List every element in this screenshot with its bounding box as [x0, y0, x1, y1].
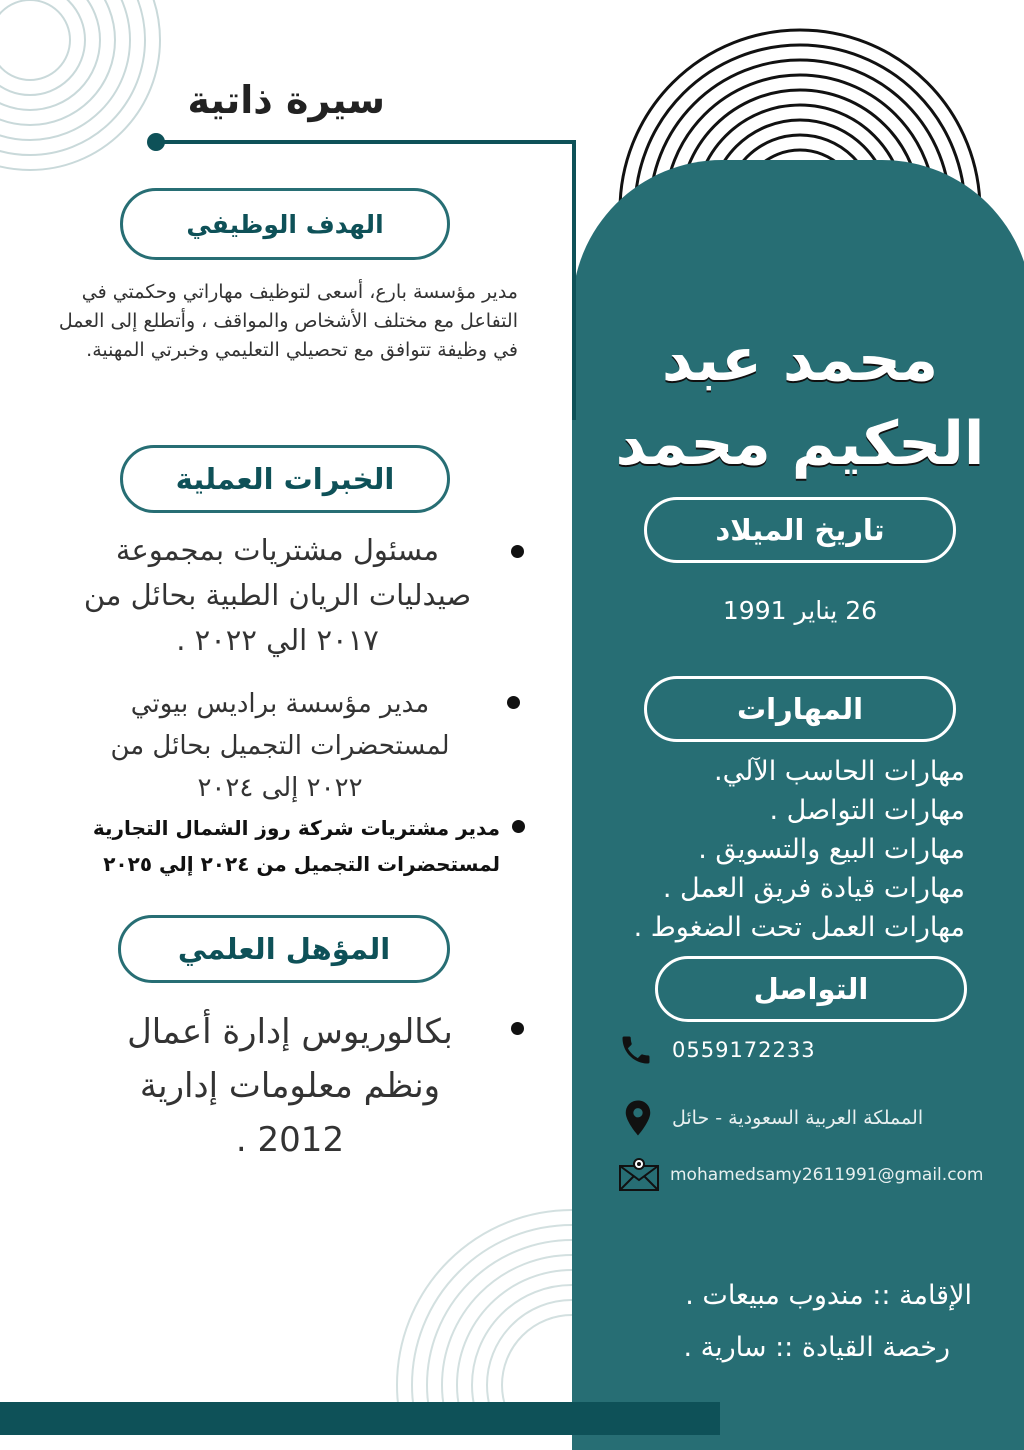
experience-item-3: مدير مشتريات شركة روز الشمال التجارية لمستحضرات التجميل من ٢٠٢٤ إلي ٢٠٢٥ — [92, 816, 500, 876]
address: المملكة العربية السعودية - حائل — [672, 1107, 924, 1129]
email-icon — [618, 1158, 660, 1192]
experience-heading-pill — [120, 445, 450, 513]
experience-item-1: مسئول مشتريات بمجموعة صيدليات الريان الطبية بحائل من ٢٠١٧ الي ٢٠٢٢ . — [83, 533, 472, 657]
skill-item: مهارات البيع والتسويق . — [698, 834, 965, 865]
person-name — [600, 318, 1000, 486]
objective-text: مدير مؤسسة بارع، أسعى لتوظيف مهاراتي وحكمتي في التفاعل مع مختلف الأشخاص والمواقف ، وأتطلع إلى العمل في وظيفة تتوافق مع تحصيلي التعليمي وخبرتي المهنية. — [58, 281, 518, 361]
location-pin-icon — [624, 1100, 652, 1136]
education-heading: المؤهل العلمي — [177, 932, 391, 966]
bullet — [511, 545, 524, 558]
contact-heading: التواصل — [753, 972, 869, 1006]
email-row — [618, 1158, 984, 1192]
objective-heading-pill — [120, 188, 450, 260]
education-heading-pill — [118, 915, 450, 983]
bullet — [512, 820, 525, 833]
bottom-bar — [0, 1402, 720, 1435]
birth-heading: تاريخ الميلاد — [715, 513, 885, 547]
address-row — [624, 1100, 923, 1136]
birth-heading-pill — [644, 497, 956, 563]
skill-item: مهارات العمل تحت الضغوط . — [633, 912, 965, 943]
experience-item-2: مدير مؤسسة براديس بيوتي لمستحضرات التجميل بحائل من ٢٠٢٢ إلى ٢٠٢٤ — [110, 689, 450, 803]
name-line-2: الحكيم محمد — [615, 409, 985, 479]
residence-info: الإقامة :: مندوب مبيعات . — [685, 1280, 972, 1311]
extra-info — [600, 1270, 972, 1374]
phone-number[interactable]: 0559172233 — [672, 1038, 816, 1062]
skills-heading: المهارات — [736, 692, 864, 726]
skill-item: مهارات التواصل . — [769, 795, 965, 826]
phone-row — [618, 1032, 816, 1068]
experience-heading: الخبرات العملية — [175, 462, 395, 496]
skills-list — [575, 752, 965, 947]
contact-heading-pill — [655, 956, 967, 1022]
birth-date: 26 يناير 1991 — [722, 596, 878, 625]
skill-item: مهارات قيادة فريق العمل . — [662, 873, 965, 904]
license-info: رخصة القيادة :: سارية . — [683, 1332, 950, 1363]
phone-icon — [618, 1032, 654, 1068]
bullet — [511, 1022, 524, 1035]
skills-heading-pill — [644, 676, 956, 742]
skill-item: مهارات الحاسب الآلي. — [714, 756, 965, 787]
objective-heading: الهدف الوظيفي — [186, 209, 384, 239]
page-title: سيرة ذاتية — [187, 78, 385, 122]
name-line-1: محمد عبد — [661, 325, 939, 395]
bullet — [507, 696, 520, 709]
email-address[interactable]: mohamedsamy2611991@gmail.com — [670, 1165, 984, 1185]
education-item: بكالوريوس إدارة أعمال ونظم معلومات إدارية 2012 . — [127, 1012, 453, 1160]
